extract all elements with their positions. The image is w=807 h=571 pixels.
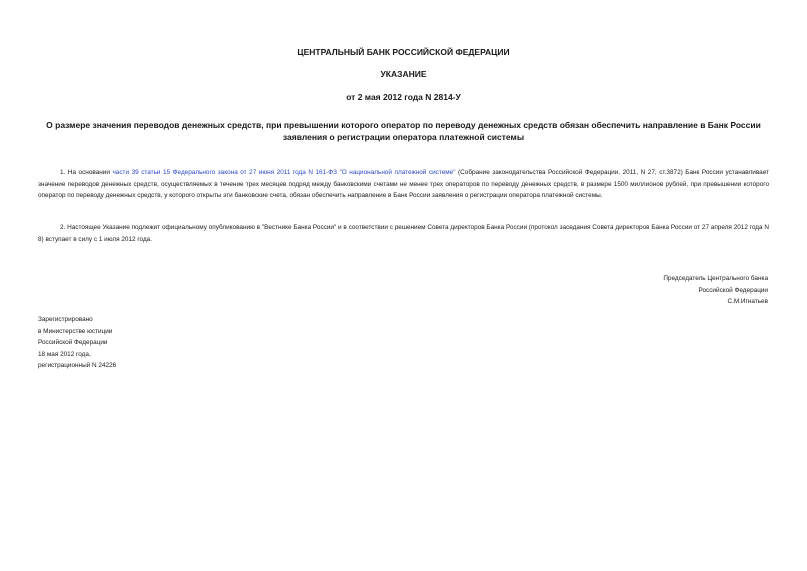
registration-line-1: Зарегистрировано xyxy=(38,316,93,323)
paragraph-1 xyxy=(38,167,769,202)
law-reference-link[interactable]: части 39 статьи 15 Федерального закона от 27 июня 2011 года N 161-ФЗ "О национальной платежной системе" xyxy=(112,169,456,176)
paragraph-1-prefix: 1. На основании xyxy=(60,169,113,176)
registration-block xyxy=(38,314,116,372)
document-date-number: от 2 мая 2012 года N 2814-У xyxy=(346,92,461,102)
registration-line-2: в Министерстве юстиции xyxy=(38,327,113,335)
document-type: УКАЗАНИЕ xyxy=(380,69,427,79)
signatory-organization: Российской Федерации xyxy=(698,286,768,294)
signatory-position: Председатель Центрального банка xyxy=(663,275,768,282)
paragraph-2: 2. Настоящее Указание подлежит официальному опубликованию в "Вестнике Банка России" и в соответствии с решением Совета директоров Банка России (протокол заседания Совета директоров Банка России от 27 апреля 2012 года N 8) вступает в силу с 1 июля 2012 года. xyxy=(38,224,769,243)
signature-block xyxy=(663,273,768,308)
issuer-title: ЦЕНТРАЛЬНЫЙ БАНК РОССИЙСКОЙ ФЕДЕРАЦИИ xyxy=(297,47,510,57)
paragraph-1-text: (Собрание законодательства Российской Федерации, 2011, N 27, ст.3872) Банк России устанавливает значение переводов денежных средств, осуществляемых в течение трех месяцев подряд между банковскими счетами не менее трех операторов по переводу денежных средств, в размере 1500 миллионов рублей, при превышении которого оператор по переводу денежных средств, у которого открыты эти банковские счета, обязан обеспечить направление в Банк России заявления о регистрации оператора платежной системы. xyxy=(38,169,769,199)
document-subject: О размере значения переводов денежных средств, при превышении которого оператор по переводу денежных средств обязан обеспечить направление в Банк России заявления о регистрации оператора платежной системы xyxy=(46,120,761,142)
registration-number: регистрационный N 24226 xyxy=(38,362,117,369)
signatory-name: С.М.Игнатьев xyxy=(727,298,768,305)
registration-date: 18 мая 2012 года, xyxy=(38,350,91,358)
registration-line-3: Российской Федерации xyxy=(38,339,108,346)
